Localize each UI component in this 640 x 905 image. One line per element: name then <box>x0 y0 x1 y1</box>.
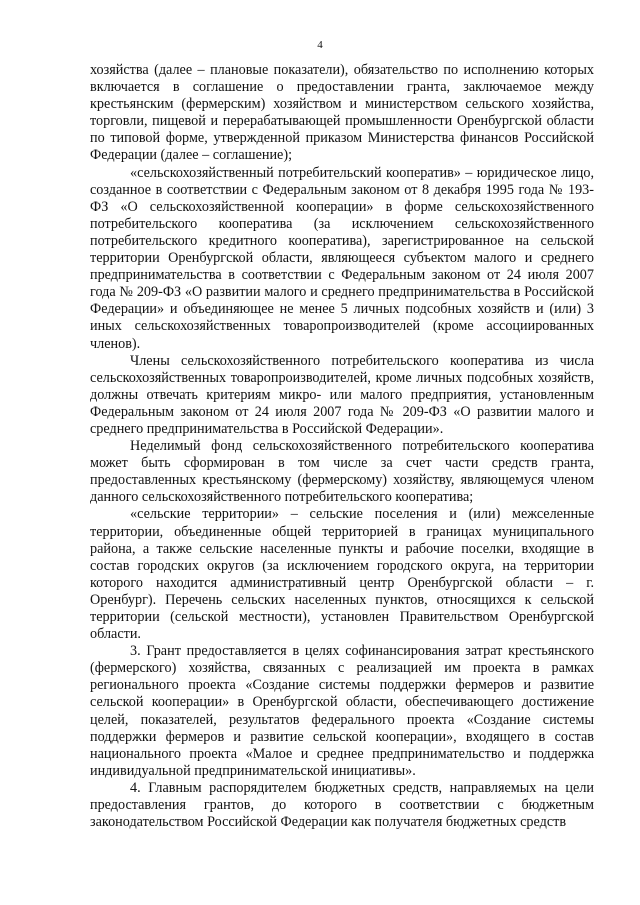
document-body <box>90 62 594 831</box>
paragraph-definition-rural-territories: «сельские территории» – сельские поселения и (или) межселенные территории, объединенные общей территорией в границах муниципального района, а также сельские населенные пункты и рабочие поселки, входящие в состав городских округов (за исключением городского округа, на территории которого находится административный центр Оренбургской области – г. Оренбург). Перечень сельских населенных пунктов, относящихся к сельской территории (сельской местности), установлен Правительством Оренбургской области. <box>90 506 594 643</box>
paragraph-indivisible-fund: Неделимый фонд сельскохозяйственного потребительского кооператива может быть сформирован в том числе за счет части средств гранта, предоставленных крестьянскому (фермерскому) хозяйству, являющемуся членом данного сельскохозяйственного потребительского кооператива; <box>90 438 594 506</box>
paragraph-item-3-grant-purpose: 3. Грант предоставляется в целях софинансирования затрат крестьянского (фермерского) хозяйства, связанных с реализацией им проекта в рамках регионального проекта «Создание системы поддержки фермеров и развитие сельской кооперации» в Оренбургской области, обеспечивающего достижение целей, показателей, результатов федерального проекта «Создание системы поддержки фермеров и развитие сельской кооперации», входящего в состав национального проекта «Малое и среднее предпринимательство и поддержка индивидуальной предпринимательской инициативы». <box>90 643 594 779</box>
paragraph-continuation-planned-indicators: хозяйства (далее – плановые показатели), обязательство по исполнению которых включается в соглашение о предоставлении гранта, заключаемое между крестьянским (фермерским) хозяйством и министерством сельского хозяйства, торговли, пищевой и перерабатывающей промышленности Оренбургской области по типовой форме, утвержденной приказом Министерства финансов Российской Федерации (далее – соглашение); <box>90 62 594 164</box>
paragraph-cooperative-members: Члены сельскохозяйственного потребительского кооператива из числа сельскохозяйственных товаропроизводителей, кроме личных подсобных хозяйств, должны отвечать критериям микро- или малого предприятия, установленным Федеральным законом от 24 июля 2007 года № 209-ФЗ «О развитии малого и среднего предпринимательства в Российской Федерации». <box>90 352 594 437</box>
paragraph-definition-cooperative: «сельскохозяйственный потребительский кооператив» – юридическое лицо, созданное в соответствии с Федеральным законом от 8 декабря 1995 года № 193-ФЗ «О сельскохозяйственной кооперации» в форме сельскохозяйственного потребительского кооператива (за исключением сельскохозяйственного потребительского кредитного кооператива), зарегистрированное на сельской территории Оренбургской области, являющееся субъектом малого и среднего предпринимательства в соответствии с Федеральным законом от 24 июля 2007 года № 209-ФЗ «О развитии малого и среднего предпринимательства в Российской Федерации» и объединяющее не менее 5 личных подсобных хозяйств и (или) 3 иных сельскохозяйственных товаропроизводителей (кроме ассоциированных членов). <box>90 164 594 352</box>
page-number: 4 <box>317 39 323 51</box>
paragraph-item-4-budget-manager: 4. Главным распорядителем бюджетных средств, направляемых на цели предоставления грантов, до которого в соответствии с бюджетным законодательством Российской Федерации как получателя бюджетных средств <box>90 779 594 831</box>
